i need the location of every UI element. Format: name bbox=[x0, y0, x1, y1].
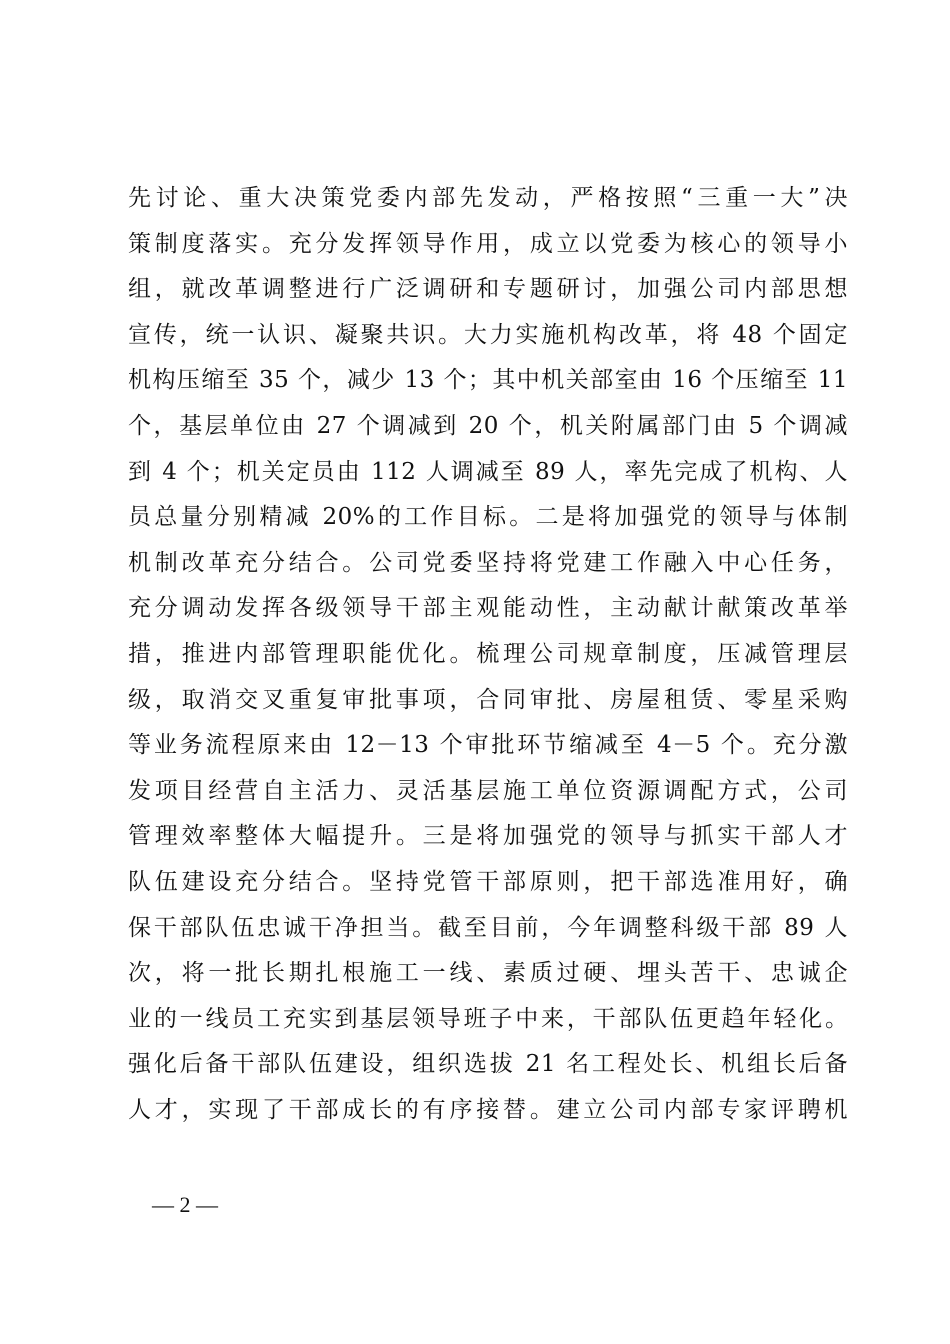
text-line: 先讨论、重大决策党委内部先发动，严格按照“三重一大”决 bbox=[128, 185, 848, 211]
text-line: 发项目经营自主活力、灵活基层施工单位资源调配方式，公司 bbox=[128, 777, 848, 804]
text-line: 管理效率整体大幅提升。三是将加强党的领导与抓实干部人才 bbox=[128, 823, 848, 850]
text-line: 策制度落实。充分发挥领导作用，成立以党委为核心的领导小 bbox=[128, 230, 848, 257]
text-line: 机制改革充分结合。公司党委坚持将党建工作融入中心任务， bbox=[128, 549, 848, 576]
text-line: 队伍建设充分结合。坚持党管干部原则，把干部选准用好，确 bbox=[128, 868, 848, 895]
text-line: 次，将一批长期扎根施工一线、素质过硬、埋头苦干、忠诚企 bbox=[128, 960, 848, 987]
text-line: 级，取消交叉重复审批事项，合同审批、房屋租赁、零星采购 bbox=[128, 686, 848, 713]
text-line: 保干部队伍忠诚干净担当。截至目前，今年调整科级干部 89 人 bbox=[128, 914, 848, 941]
text-line: 等业务流程原来由 12－13 个审批环节缩减至 4－5 个。充分激 bbox=[128, 732, 848, 759]
page-number: — 2 — bbox=[152, 1192, 218, 1217]
text-line: 人才，实现了干部成长的有序接替。建立公司内部专家评聘机 bbox=[128, 1096, 848, 1123]
text-line: 员总量分别精减 20%的工作目标。二是将加强党的领导与体制 bbox=[128, 504, 848, 531]
text-line: 充分调动发挥各级领导干部主观能动性，主动献计献策改革举 bbox=[128, 595, 848, 622]
body-text bbox=[128, 176, 848, 1133]
text-line: 强化后备干部队伍建设，组织选拔 21 名工程处长、机组长后备 bbox=[128, 1051, 848, 1078]
text-line: 组，就改革调整进行广泛调研和专题研讨，加强公司内部思想 bbox=[128, 276, 848, 303]
text-line: 个，基层单位由 27 个调减到 20 个，机关附属部门由 5 个调减 bbox=[128, 412, 848, 439]
text-line: 机构压缩至 35 个，减少 13 个；其中机关部室由 16 个压缩至 11 bbox=[128, 367, 848, 394]
text-line: 到 4 个；机关定员由 112 人调减至 89 人，率先完成了机构、人 bbox=[128, 458, 848, 485]
text-line: 措，推进内部管理职能优化。梳理公司规章制度，压减管理层 bbox=[128, 640, 848, 667]
text-line: 业的一线员工充实到基层领导班子中来，干部队伍更趋年轻化。 bbox=[128, 1005, 848, 1032]
text-line: 宣传，统一认识、凝聚共识。大力实施机构改革，将 48 个固定 bbox=[128, 321, 848, 348]
